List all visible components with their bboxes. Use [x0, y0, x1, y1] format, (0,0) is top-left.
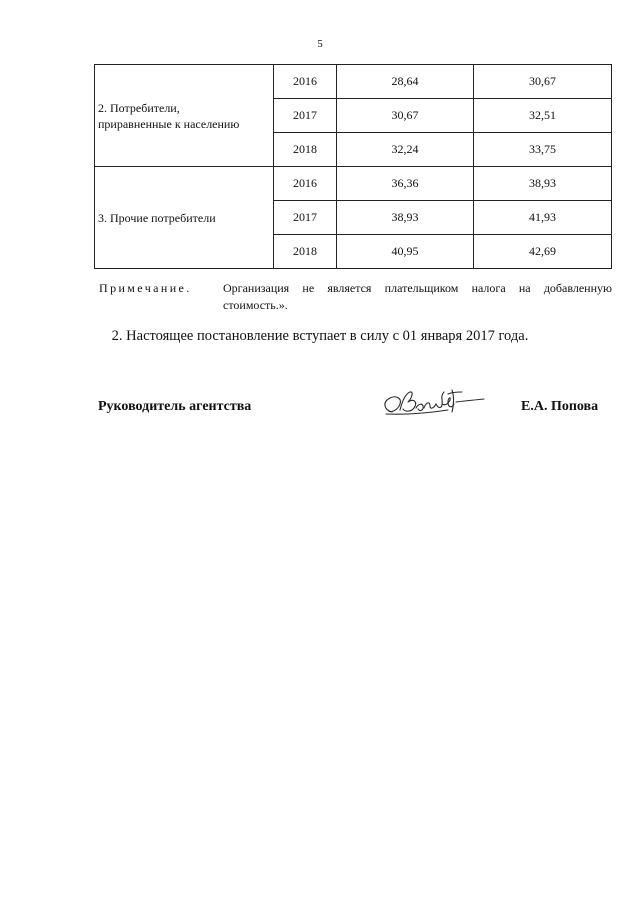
year-cell: 2018 [274, 133, 337, 167]
tariff-table [94, 64, 612, 269]
value-cell: 32,24 [337, 133, 474, 167]
value-cell: 38,93 [337, 201, 474, 235]
note-label: Примечание. [99, 281, 192, 295]
signer-name: Е.А. Попова [521, 399, 599, 414]
value-cell: 32,51 [474, 99, 612, 133]
value-cell: 40,95 [337, 235, 474, 269]
note-text: Организация не является плательщиком налога на добавленную [223, 281, 612, 295]
value-cell: 38,93 [474, 167, 612, 201]
year-cell: 2016 [274, 65, 337, 99]
year-cell: 2018 [274, 235, 337, 269]
handwritten-signature [378, 384, 488, 424]
value-cell: 30,67 [337, 99, 474, 133]
value-cell: 28,64 [337, 65, 474, 99]
clause-text: 2. Настоящее постановление вступает в силу с 01 января 2017 года. [111, 328, 529, 344]
year-cell: 2017 [274, 99, 337, 133]
group-label: 3. Прочие потребители [95, 167, 274, 269]
value-cell: 36,36 [337, 167, 474, 201]
table-row [95, 167, 612, 201]
value-cell: 41,93 [474, 201, 612, 235]
year-cell: 2016 [274, 167, 337, 201]
signer-title: Руководитель агентства [98, 399, 252, 414]
note-text-continued: стоимость.». [223, 298, 288, 312]
page-number: 5 [317, 38, 323, 50]
table-row [95, 65, 612, 99]
group-label: 2. Потребители, приравненные к населению [95, 65, 274, 167]
value-cell: 33,75 [474, 133, 612, 167]
value-cell: 42,69 [474, 235, 612, 269]
value-cell: 30,67 [474, 65, 612, 99]
year-cell: 2017 [274, 201, 337, 235]
